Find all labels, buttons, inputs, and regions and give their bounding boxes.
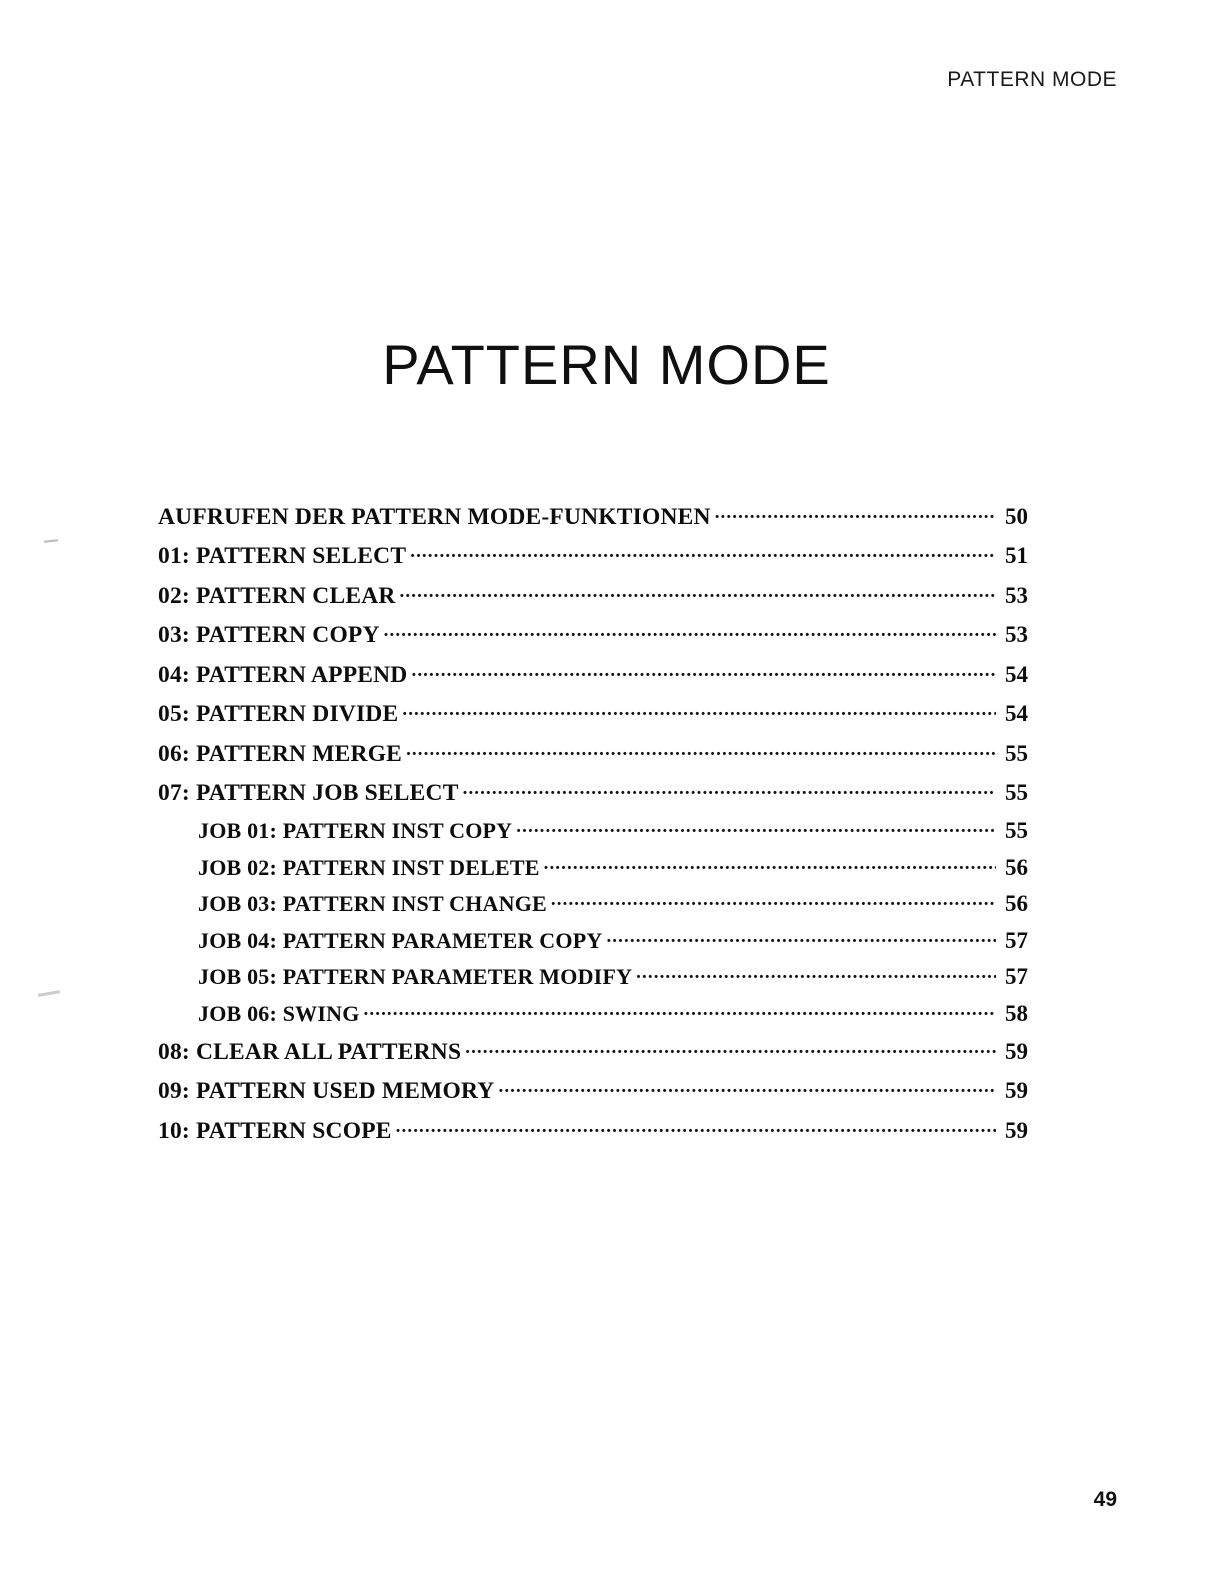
toc-entry[interactable] [158, 1035, 1028, 1064]
scan-artifact [44, 539, 58, 542]
toc-entry-page: 53 [1005, 582, 1028, 608]
toc-entry-page: 55 [1005, 780, 1028, 805]
toc-entry-label: 05: PATTERN DIVIDE [158, 701, 399, 727]
toc-entry[interactable] [158, 889, 1028, 915]
toc-leader-dots [364, 999, 996, 1021]
toc-entry[interactable] [158, 1114, 1028, 1143]
toc-entry-label: AUFRUFEN DER PATTERN MODE-FUNKTIONEN [158, 503, 711, 530]
toc-leader-dots [400, 579, 996, 603]
toc-entry-page: 55 [1005, 740, 1028, 766]
toc-leader-dots [410, 540, 996, 564]
toc-entry-page: 51 [1005, 543, 1028, 568]
toc-entry-page: 57 [1005, 964, 1028, 989]
toc-leader-dots [715, 500, 996, 524]
toc-entry[interactable] [158, 853, 1028, 879]
toc-entry-page: 54 [1005, 661, 1028, 687]
toc-leader-dots [516, 816, 996, 838]
toc-entry[interactable] [158, 500, 1028, 529]
toc-entry[interactable] [158, 962, 1028, 988]
toc-leader-dots [606, 926, 996, 948]
page-number: 49 [1093, 1488, 1117, 1511]
toc-leader-dots [636, 962, 996, 984]
page-title: PATTERN MODE [382, 333, 831, 396]
toc-entry-label: 03: PATTERN COPY [158, 622, 380, 648]
toc-entry-page: 57 [1005, 927, 1028, 953]
toc-entry[interactable] [158, 926, 1028, 952]
toc-entry-label: JOB 04: PATTERN PARAMETER COPY [198, 927, 603, 953]
toc-entry-page: 56 [1005, 854, 1028, 880]
toc-entry[interactable] [158, 619, 1028, 648]
toc-entry[interactable] [158, 737, 1028, 766]
toc-entry[interactable] [158, 579, 1028, 608]
toc-entry-label: 08: CLEAR ALL PATTERNS [158, 1038, 462, 1065]
toc-entry[interactable] [158, 1075, 1028, 1104]
toc-leader-dots [411, 658, 996, 682]
toc-entry-page: 54 [1005, 701, 1028, 726]
toc-entry-page: 50 [1005, 503, 1028, 529]
toc-leader-dots [406, 737, 996, 761]
toc-leader-dots [463, 777, 996, 801]
toc-entry[interactable] [158, 816, 1028, 842]
toc-leader-dots [384, 619, 996, 643]
toc-entry-page: 59 [1005, 1078, 1028, 1103]
toc-entry-label: JOB 02: PATTERN INST DELETE [198, 854, 540, 880]
toc-leader-dots [465, 1035, 996, 1059]
toc-entry-page: 53 [1005, 622, 1028, 647]
toc-entry-label: 10: PATTERN SCOPE [158, 1117, 392, 1144]
toc-entry[interactable] [158, 540, 1028, 569]
toc-leader-dots [396, 1114, 996, 1138]
toc-leader-dots [544, 853, 996, 875]
toc-entry-label: JOB 01: PATTERN INST COPY [198, 818, 513, 843]
toc-entry-label: 04: PATTERN APPEND [158, 661, 408, 688]
toc-entry-page: 55 [1005, 818, 1028, 843]
toc-entry-label: 02: PATTERN CLEAR [158, 582, 396, 609]
toc-entry-label: JOB 03: PATTERN INST CHANGE [198, 891, 547, 916]
toc-entry-label: 07: PATTERN JOB SELECT [158, 780, 459, 806]
toc-entry[interactable] [158, 698, 1028, 727]
toc-entry[interactable] [158, 658, 1028, 687]
scan-artifact [38, 990, 60, 997]
toc-entry-page: 56 [1005, 891, 1028, 916]
toc-leader-dots [498, 1075, 996, 1099]
table-of-contents [158, 500, 1028, 1154]
toc-leader-dots [402, 698, 996, 722]
toc-entry-label: 01: PATTERN SELECT [158, 543, 407, 569]
toc-entry-label: 06: PATTERN MERGE [158, 740, 403, 767]
toc-entry[interactable] [158, 999, 1028, 1025]
toc-leader-dots [551, 889, 996, 911]
toc-entry-page: 58 [1005, 1000, 1028, 1026]
toc-entry-page: 59 [1005, 1117, 1028, 1143]
toc-entry[interactable] [158, 777, 1028, 806]
toc-entry-label: 09: PATTERN USED MEMORY [158, 1078, 495, 1104]
toc-entry-label: JOB 05: PATTERN PARAMETER MODIFY [198, 964, 633, 989]
running-head: PATTERN MODE [947, 68, 1117, 91]
toc-entry-label: JOB 06: SWING [198, 1000, 360, 1026]
toc-entry-page: 59 [1005, 1038, 1028, 1064]
